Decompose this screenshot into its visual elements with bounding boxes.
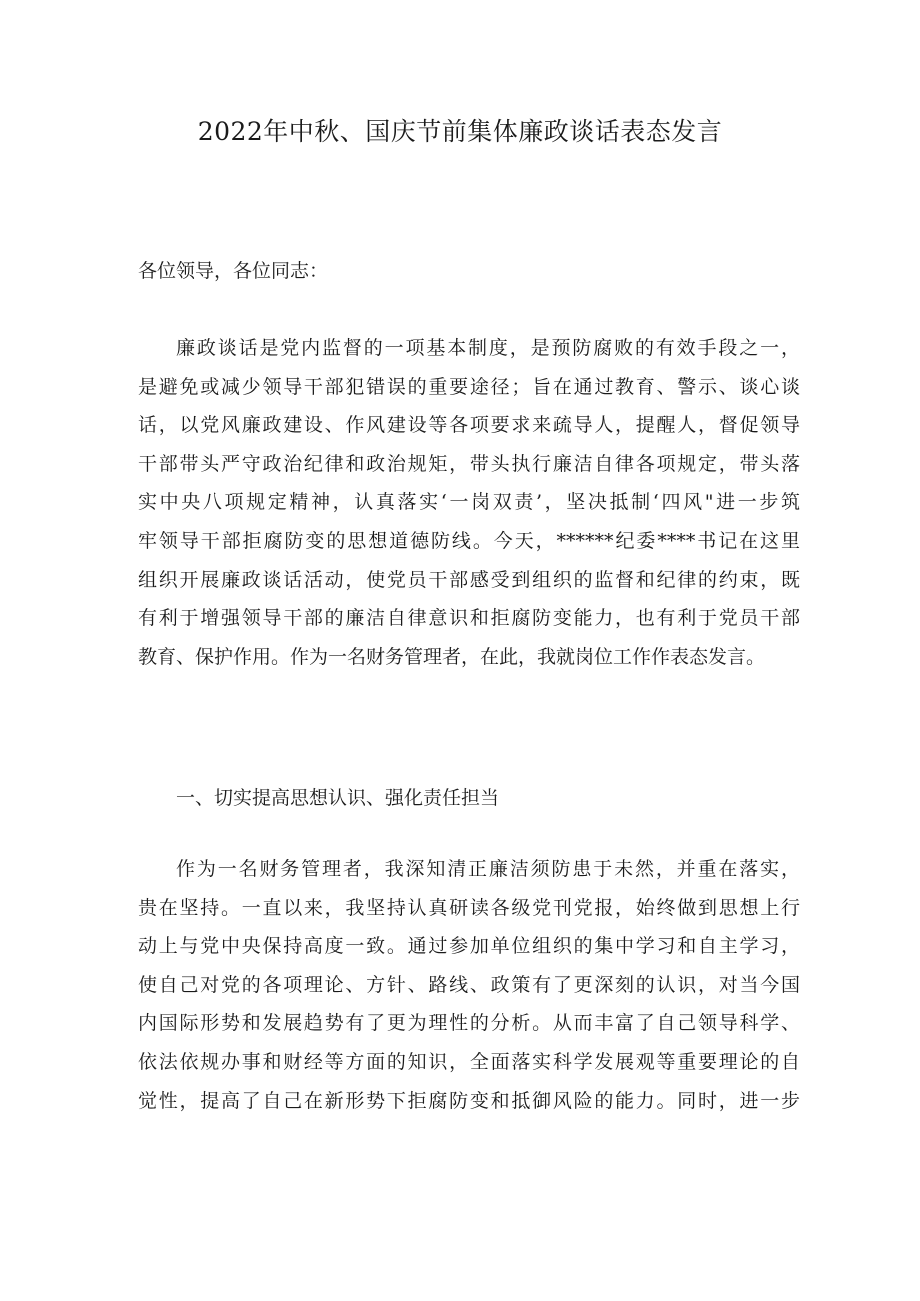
paragraph-line: 话，以党风廉政建设、作风建设等各项要求来疏导人，提醒人，督促领导 xyxy=(138,414,800,437)
paragraph-line: 使自己对党的各项理论、方针、路线、政策有了更深刻的认识，对当今国 xyxy=(138,973,800,996)
salutation: 各位领导，各位同志： xyxy=(138,260,329,282)
paragraph-line: 作为一名财务管理者，我深知清正廉洁须防患于未然，并重在落实， xyxy=(176,858,800,880)
document-title: 2022年中秋、国庆节前集体廉政谈话表态发言 xyxy=(197,117,723,146)
paragraph-line: 教育、保护作用。作为一名财务管理者，在此，我就岗位工作作表态发言。 xyxy=(138,645,766,668)
paragraph-line: 是避免或减少领导干部犯错误的重要途径；旨在通过教育、警示、谈心谈 xyxy=(138,375,800,398)
paragraph-2 xyxy=(138,850,800,1120)
paragraph-line: 贵在坚持。一直以来，我坚持认真研读各级党刊党报，始终做到思想上行 xyxy=(138,896,800,919)
paragraph-line: 觉性，提高了自己在新形势下拒腐防变和抵御风险的能力。同时，进一步 xyxy=(138,1089,800,1112)
paragraph-line: 廉政谈话是党内监督的一项基本制度，是预防腐败的有效手段之一， xyxy=(176,337,800,359)
section-heading-1: 一、切实提高思想认识、强化责任担当 xyxy=(176,787,500,809)
paragraph-1 xyxy=(138,329,800,676)
paragraph-line: 组织开展廉政谈话活动，使党员干部感受到组织的监督和纪律的约束，既 xyxy=(138,568,800,591)
paragraph-line: 内国际形势和发展趋势有了更为理性的分析。从而丰富了自己领导科学、 xyxy=(138,1012,800,1035)
paragraph-line: 动上与党中央保持高度一致。通过参加单位组织的集中学习和自主学习， xyxy=(138,935,800,958)
paragraph-line: 实中央八项规定精神，认真落实‘一岗双责’，坚决抵制‘四风"进一步筑 xyxy=(138,491,800,514)
paragraph-line: 牢领导干部拒腐防变的思想道德防线。今天，******纪委****书记在这里 xyxy=(138,529,800,552)
paragraph-line: 有利于增强领导干部的廉洁自律意识和拒腐防变能力，也有利于党员干部 xyxy=(138,607,800,630)
paragraph-line: 依法依规办事和财经等方面的知识，全面落实科学发展观等重要理论的自 xyxy=(138,1050,800,1073)
paragraph-line: 干部带头严守政治纪律和政治规矩，带头执行廉洁自律各项规定，带头落 xyxy=(138,452,800,475)
